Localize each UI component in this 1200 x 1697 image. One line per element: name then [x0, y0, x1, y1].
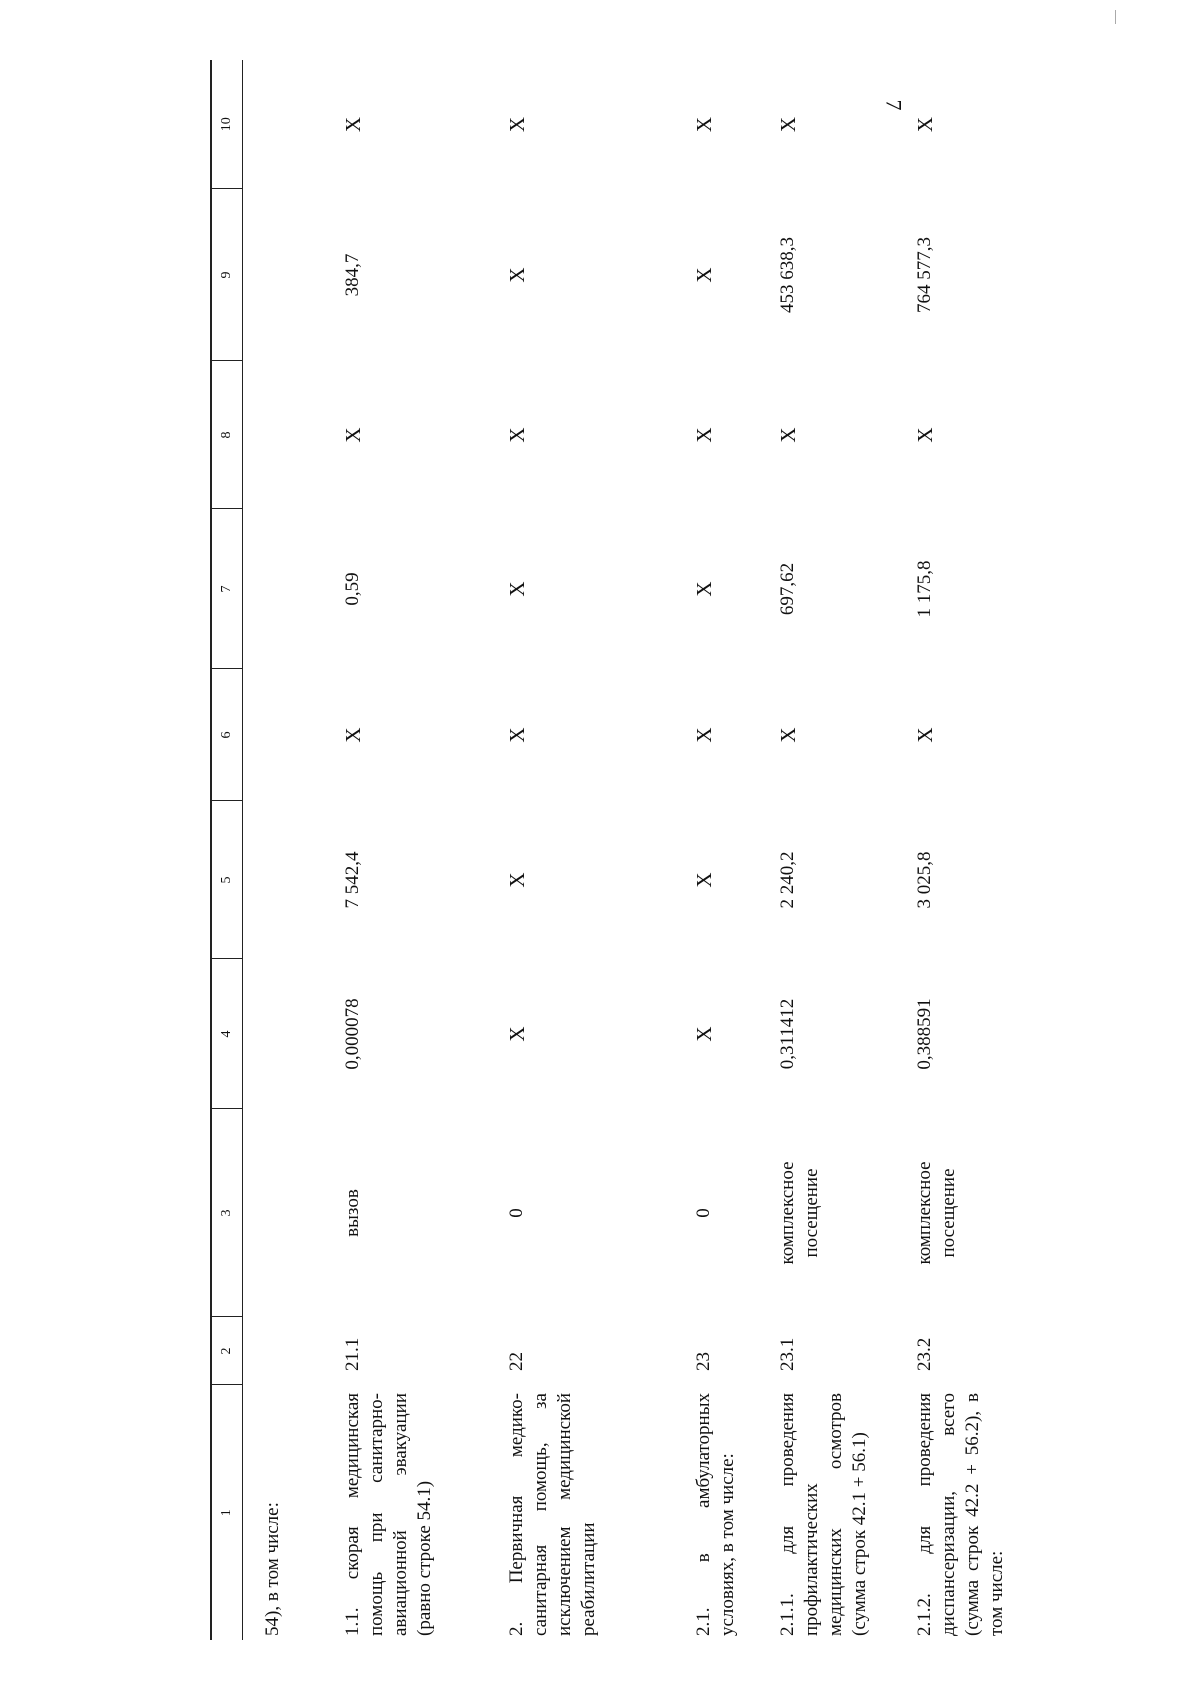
column-header: 8 [211, 361, 243, 509]
cell-col7: X [692, 581, 716, 597]
row-code: 23.2 [914, 1337, 935, 1371]
intro-text: 54), в том числе: [262, 1502, 283, 1636]
cell-col4: X [692, 1026, 716, 1042]
cell-col9: 384,7 [342, 253, 363, 297]
row-label: 2.1. в амбулаторных условиях, в том числе: [693, 1393, 738, 1636]
row-code: 21.1 [342, 1337, 363, 1371]
cell-col5: 7 542,4 [342, 851, 363, 909]
cell-col9: 453 638,3 [777, 237, 798, 313]
row-label: 2. Первичная медико-санитарная помощь, за исключением медицинской реабилитации [506, 1393, 599, 1636]
cell-col6: X [505, 727, 529, 743]
cell-col10: X [505, 116, 529, 133]
column-header: 3 [211, 1109, 243, 1317]
row-code: 23 [693, 1352, 714, 1371]
cell-col10: X [341, 116, 365, 133]
row-label: 1.1. скорая медицинская помощь при санитарно-авиационной эвакуации (равно строке 54.1) [342, 1393, 435, 1636]
page-number: 7 [881, 99, 907, 111]
row-code: 22 [506, 1352, 527, 1371]
cell-col5: X [692, 872, 716, 888]
cell-col8: X [341, 427, 365, 443]
cell-col7: 697,62 [777, 562, 798, 616]
cell-col5: 2 240,2 [777, 851, 798, 909]
table-row [319, 60, 483, 1640]
cell-col10: X [776, 116, 800, 133]
cell-col6: X [913, 727, 937, 743]
cell-col4: 0,000078 [342, 998, 363, 1070]
table-row [670, 60, 754, 1640]
rotated-table-container [210, 60, 1050, 1640]
column-header: 7 [211, 509, 243, 669]
row-unit: вызов [342, 1189, 363, 1237]
cell-col7: 1 175,8 [914, 560, 935, 618]
cell-col9: 764 577,3 [914, 237, 935, 313]
data-table [210, 60, 1023, 1640]
row-unit: 0 [693, 1208, 714, 1218]
table-row-intro [243, 60, 320, 1640]
cell-col7: X [505, 581, 529, 597]
cell-col4: 0,388591 [914, 998, 935, 1070]
row-unit: 0 [506, 1208, 527, 1218]
table-header-row [211, 60, 243, 1640]
row-unit: комплексное посещение [777, 1161, 822, 1265]
cell-col10: X [913, 116, 937, 133]
cell-col5: 3 025,8 [914, 851, 935, 909]
cell-col4: X [505, 1026, 529, 1042]
cell-col9: X [505, 267, 529, 283]
table-row [483, 60, 670, 1640]
table-row [754, 60, 891, 1640]
cell-col10: X [692, 116, 716, 133]
cell-col4: 0,311412 [777, 998, 798, 1070]
cell-col6: X [692, 727, 716, 743]
column-header: 4 [211, 959, 243, 1109]
cell-col9: X [692, 267, 716, 283]
cell-col8: X [505, 427, 529, 443]
column-header: 6 [211, 669, 243, 801]
row-label: 2.1.2. для проведения диспансеризации, всего (сумма строк 42.2 + 56.2), в том числе: [914, 1393, 1007, 1636]
row-unit: комплексное посещение [914, 1161, 959, 1265]
scan-mark [1115, 10, 1116, 24]
row-code: 23.1 [777, 1337, 798, 1371]
column-header: 2 [211, 1317, 243, 1385]
cell-col8: X [692, 427, 716, 443]
cell-col6: X [776, 727, 800, 743]
table-row [891, 60, 1023, 1640]
column-header: 5 [211, 801, 243, 959]
row-label: 2.1.1. для проведения профилактических медицинских осмотров (сумма строк 42.1 + 56.1) [777, 1393, 870, 1636]
cell-col7: 0,59 [342, 572, 363, 606]
cell-col8: X [776, 427, 800, 443]
column-header: 9 [211, 189, 243, 361]
column-header: 1 [211, 1385, 243, 1640]
cell-col6: X [341, 727, 365, 743]
cell-col8: X [913, 427, 937, 443]
cell-col5: X [505, 872, 529, 888]
column-header: 10 [211, 60, 243, 189]
